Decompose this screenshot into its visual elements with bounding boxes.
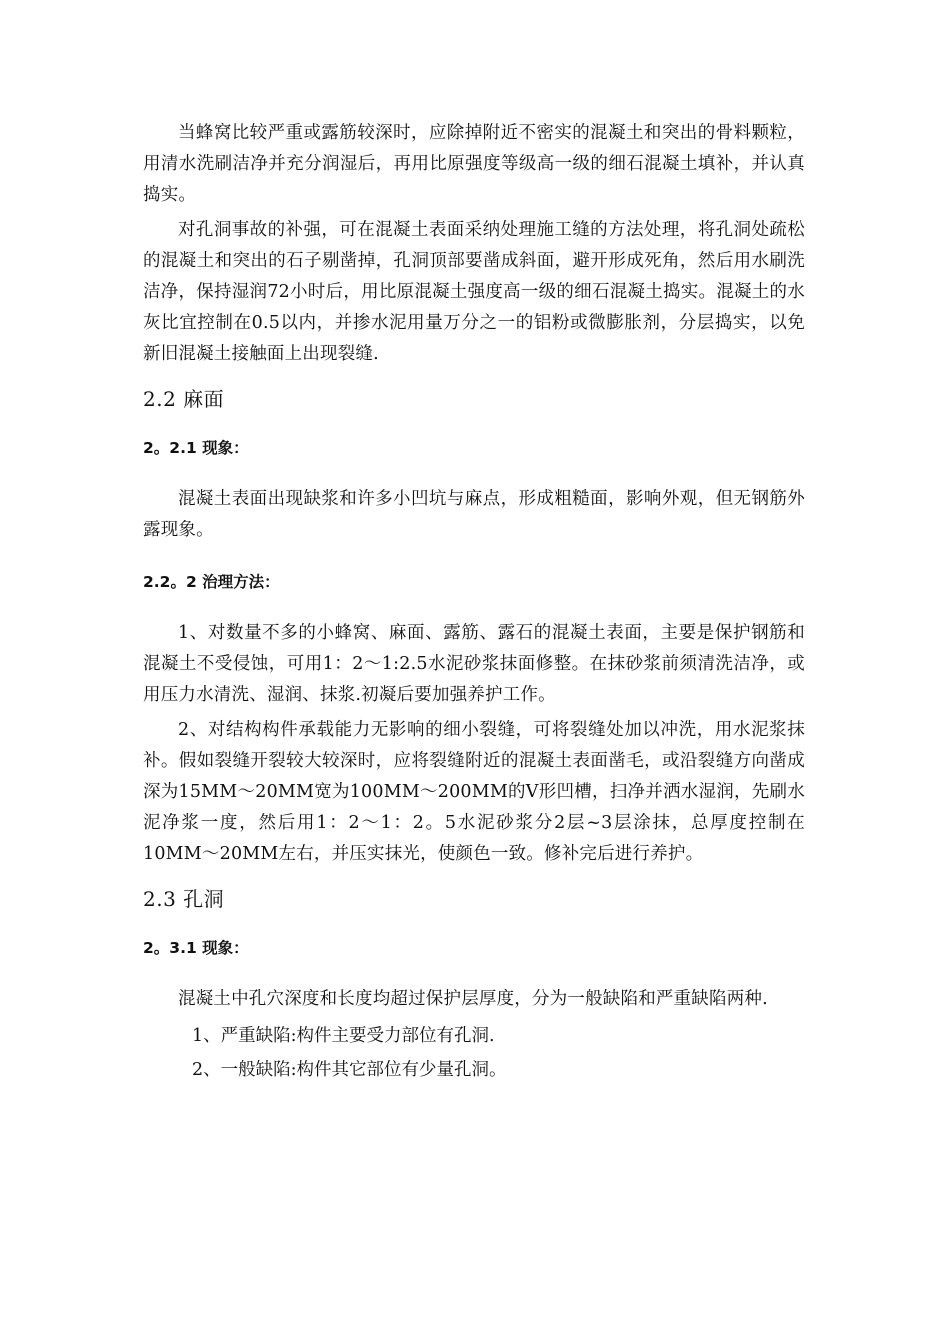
paragraph-treatment-item-2: 2、对结构构件承载能力无影响的细小裂缝，可将裂缝处加以冲洗，用水泥浆抹补。假如裂缝开裂较大较深时，应将裂缝附近的混凝土表面凿毛，或沿裂缝方向凿成深为15MM～20MM宽为100MM～200MM的V形凹槽，扫净并洒水湿润，先刷水泥净浆一度，然后用1：2～1：2。5水泥砂浆分2层~3层涂抹，总厚度控制在10MM～20MM左右，并压实抹光，使颜色一致。修补完后进行养护。 (143, 720, 805, 864)
paragraph-pitting-phenomenon: 混凝土表面出现缺浆和许多小凹坑与麻点，形成粗糙面，影响外观，但无钢筋外露现象。 (143, 489, 805, 540)
paragraph-treatment-item-1: 1、对数量不多的小蜂窝、麻面、露筋、露石的混凝土表面，主要是保护钢筋和混凝土不受侵蚀，可用1：2～1:2.5水泥砂浆抹面修整。在抹砂浆前须清洗洁净，或用压力水清洗、湿润、抹浆.初凝后要加强养护工作。 (143, 623, 805, 705)
document-page (143, 118, 805, 1089)
list-item-severe-defect: 1、严重缺陷:构件主要受力部位有孔洞. (192, 1026, 495, 1046)
section-heading-2-3: 2.3 孔洞 (143, 887, 225, 911)
subsection-heading-2-2-1: 2。2.1 现象： (143, 439, 249, 457)
subsection-heading-2-2-2: 2.2。2 治理方法： (143, 573, 280, 591)
subsection-heading-2-3-1: 2。3.1 现象： (143, 939, 249, 957)
list-item-general-defect: 2、一般缺陷:构件其它部位有少量孔洞。 (192, 1060, 507, 1080)
section-heading-2-2: 2.2 麻面 (143, 387, 225, 411)
paragraph-hole-reinforcement: 对孔洞事故的补强，可在混凝土表面采纳处理施工缝的方法处理，将孔洞处疏松的混凝土和突出的石子剔凿掉，孔洞顶部要凿成斜面，避开形成死角，然后用水刷洗洁净，保持湿润72小时后，用比原混凝土强度高一级的细石混凝土捣实。混凝土的水灰比宜控制在0.5以内，并掺水泥用量万分之一的铝粉或微膨胀剂，分层捣实，以免新旧混凝土接触面上出现裂缝. (143, 220, 805, 364)
paragraph-hole-phenomenon: 混凝土中孔穴深度和长度均超过保护层厚度，分为一般缺陷和严重缺陷两种. (178, 989, 768, 1009)
paragraph-honeycomb-repair: 当蜂窝比较严重或露筋较深时，应除掉附近不密实的混凝土和突出的骨料颗粒，用清水洗刷洁净并充分润湿后，再用比原强度等级高一级的细石混凝土填补，并认真捣实。 (143, 123, 805, 205)
